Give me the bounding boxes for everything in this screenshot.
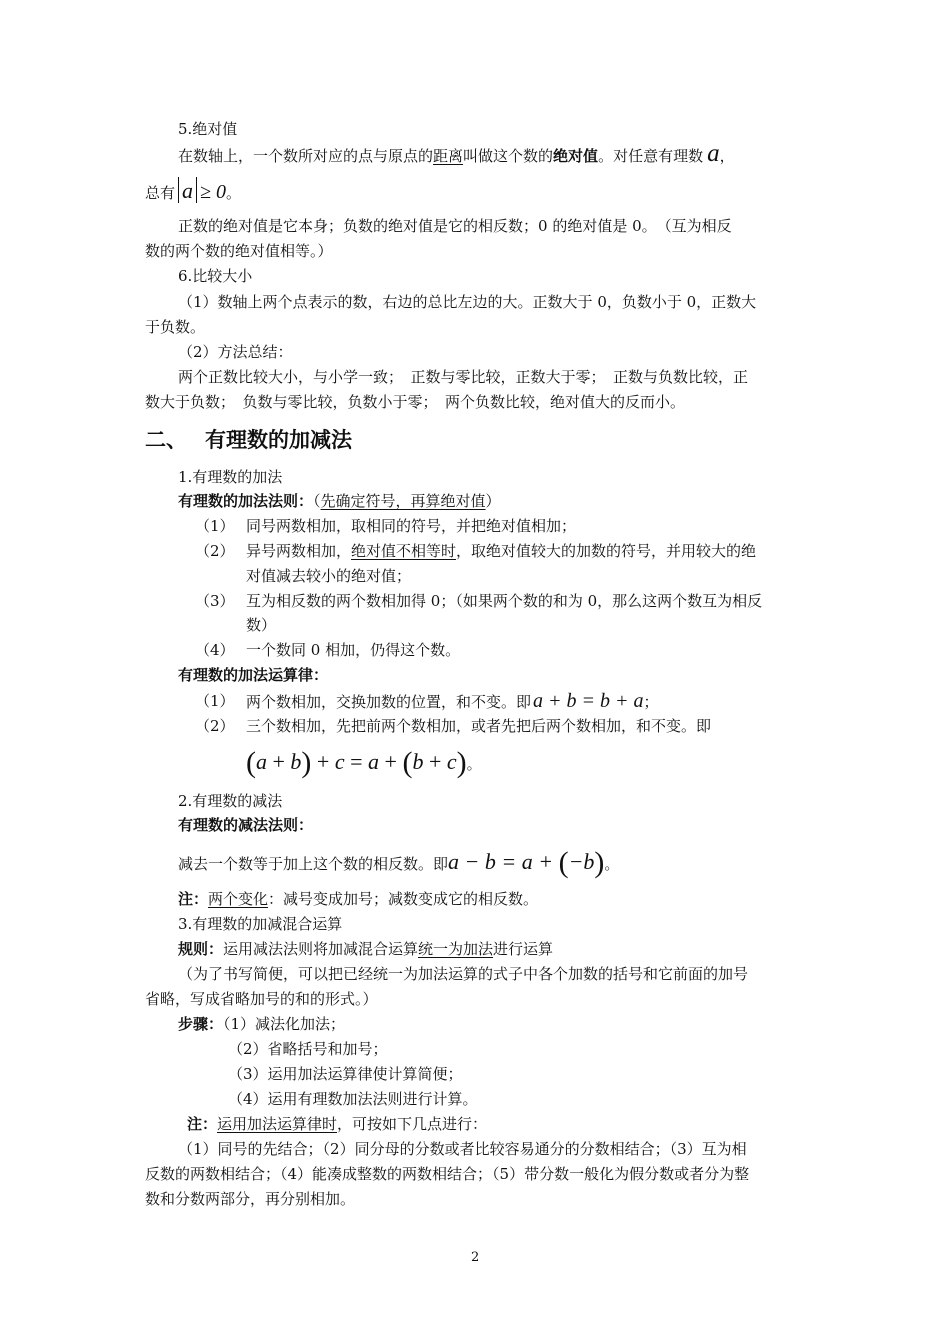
subtraction-rule-title: 有理数的减法法则： xyxy=(178,816,314,834)
add-rule-1-num: （1） xyxy=(195,517,235,535)
mixed-step-2: （2）省略括号和加号； xyxy=(228,1040,388,1058)
compare-item1-line2: 于负数。 xyxy=(145,318,206,336)
mixed-heading: 3.有理数的加减混合运算 xyxy=(178,915,343,933)
addition-rule-title: 有理数的加法法则：（先确定符号，再算绝对值） xyxy=(178,492,501,510)
mixed-step-4: （4）运用有理数加法法则进行计算。 xyxy=(228,1090,478,1108)
addition-heading: 1.有理数的加法 xyxy=(178,468,283,486)
associative-formula: (a + b) + c = a + (b + c)。 xyxy=(246,746,482,779)
abs-nonneg: 总有 a ≥ 0。 xyxy=(145,178,242,203)
mixed-tips-line3: 数和分数两部分，再分别相加。 xyxy=(145,1190,356,1208)
add-rule-2: 异号两数相加，绝对值不相等时，取绝对值较大的加数的符号，并用较大的绝 xyxy=(246,542,757,560)
mixed-note: 注：运用加法运算律时，可按如下几点进行： xyxy=(187,1115,488,1133)
mixed-paren-line1: （为了书写简便，可以把已经统一为加法运算的式子中各个加数的括号和它前面的加号 xyxy=(178,965,749,983)
subtraction-rule: 减去一个数等于加上这个数的相反数。即a − b = a + (−b)。 xyxy=(178,846,620,879)
abs-definition: 在数轴上，一个数所对应的点与原点的距离叫做这个数的绝对值。对任意有理数 a， xyxy=(178,140,735,167)
add-rule-4-num: （4） xyxy=(195,641,235,659)
add-rule-1: 同号两数相加，取相同的符号，并把绝对值相加； xyxy=(246,517,577,535)
compare-summary-line2: 数大于负数； 负数与零比较，负数小于零； 两个负数比较，绝对值大的反而小。 xyxy=(145,393,686,411)
mixed-step-1: 步骤：（1）减法化加法； xyxy=(178,1015,346,1033)
compare-item2: （2）方法总结： xyxy=(178,343,293,361)
add-law-1-num: （1） xyxy=(195,692,235,710)
add-law-1: 两个数相加，交换加数的位置，和不变。即 a + b = b + a； xyxy=(246,690,659,712)
var-a: a xyxy=(707,140,720,167)
mixed-tips-line1: （1）同号的先结合；（2）同分母的分数或者比较容易通分的分数相结合；（3）互为相 xyxy=(178,1140,747,1158)
page-number: 2 xyxy=(471,1250,480,1265)
abs-heading: 5.绝对值 xyxy=(178,120,238,138)
compare-item1-line1: （1）数轴上两个点表示的数，右边的总比左边的大。正数大于 0，负数小于 0，正数大 xyxy=(178,293,757,311)
abs-rules-line1: 正数的绝对值是它本身；负数的绝对值是它的相反数；0 的绝对值是 0。 （互为相反 xyxy=(178,217,732,235)
add-law-2: 三个数相加，先把前两个数相加，或者先把后两个数相加，和不变。即 xyxy=(246,717,712,735)
section-heading: 二、 有理数的加减法 xyxy=(145,428,352,452)
addition-law-title: 有理数的加法运算律： xyxy=(178,666,329,684)
add-rule-2-line2: 对值减去较小的绝对值； xyxy=(246,567,412,585)
add-rule-3-num: （3） xyxy=(195,592,235,610)
add-rule-2-num: （2） xyxy=(195,542,235,560)
subtraction-heading: 2.有理数的减法 xyxy=(178,792,283,810)
mixed-step-3: （3）运用加法运算律使计算简便； xyxy=(228,1065,463,1083)
commutative-formula: a + b = b + a xyxy=(533,690,644,712)
subtraction-note: 注：两个变化：减号变成加号；减数变成它的相反数。 xyxy=(178,890,539,908)
add-rule-3: 互为相反数的两个数相加得 0；（如果两个数的和为 0，那么这两个数互为相反 xyxy=(246,592,763,610)
distance-term: 距离 xyxy=(433,147,464,165)
mixed-paren-line2: 省略，写成省略加号的和的形式。） xyxy=(145,990,378,1008)
mixed-rule: 规则：运用减法法则将加减混合运算统一为加法进行运算 xyxy=(178,940,554,958)
add-rule-4: 一个数同 0 相加，仍得这个数。 xyxy=(246,641,461,659)
abs-rules-line2: 数的两个数的绝对值相等。） xyxy=(145,242,333,260)
abs-var-a: a xyxy=(182,178,194,203)
abs-term: 绝对值 xyxy=(553,147,599,165)
add-law-2-num: （2） xyxy=(195,717,235,735)
compare-heading: 6.比较大小 xyxy=(178,267,253,285)
mixed-tips-line2: 反数的两数相结合；（4）能凑成整数的两数相结合；（5）带分数一般化为假分数或者分为整 xyxy=(145,1165,750,1183)
add-rule-3-line2: 数） xyxy=(246,616,277,634)
compare-summary-line1: 两个正数比较大小，与小学一致； 正数与零比较，正数大于零； 正数与负数比较，正 xyxy=(178,368,749,386)
ge-zero: ≥ 0 xyxy=(200,181,226,203)
subtraction-formula: a − b = a + (−b) xyxy=(448,846,605,879)
